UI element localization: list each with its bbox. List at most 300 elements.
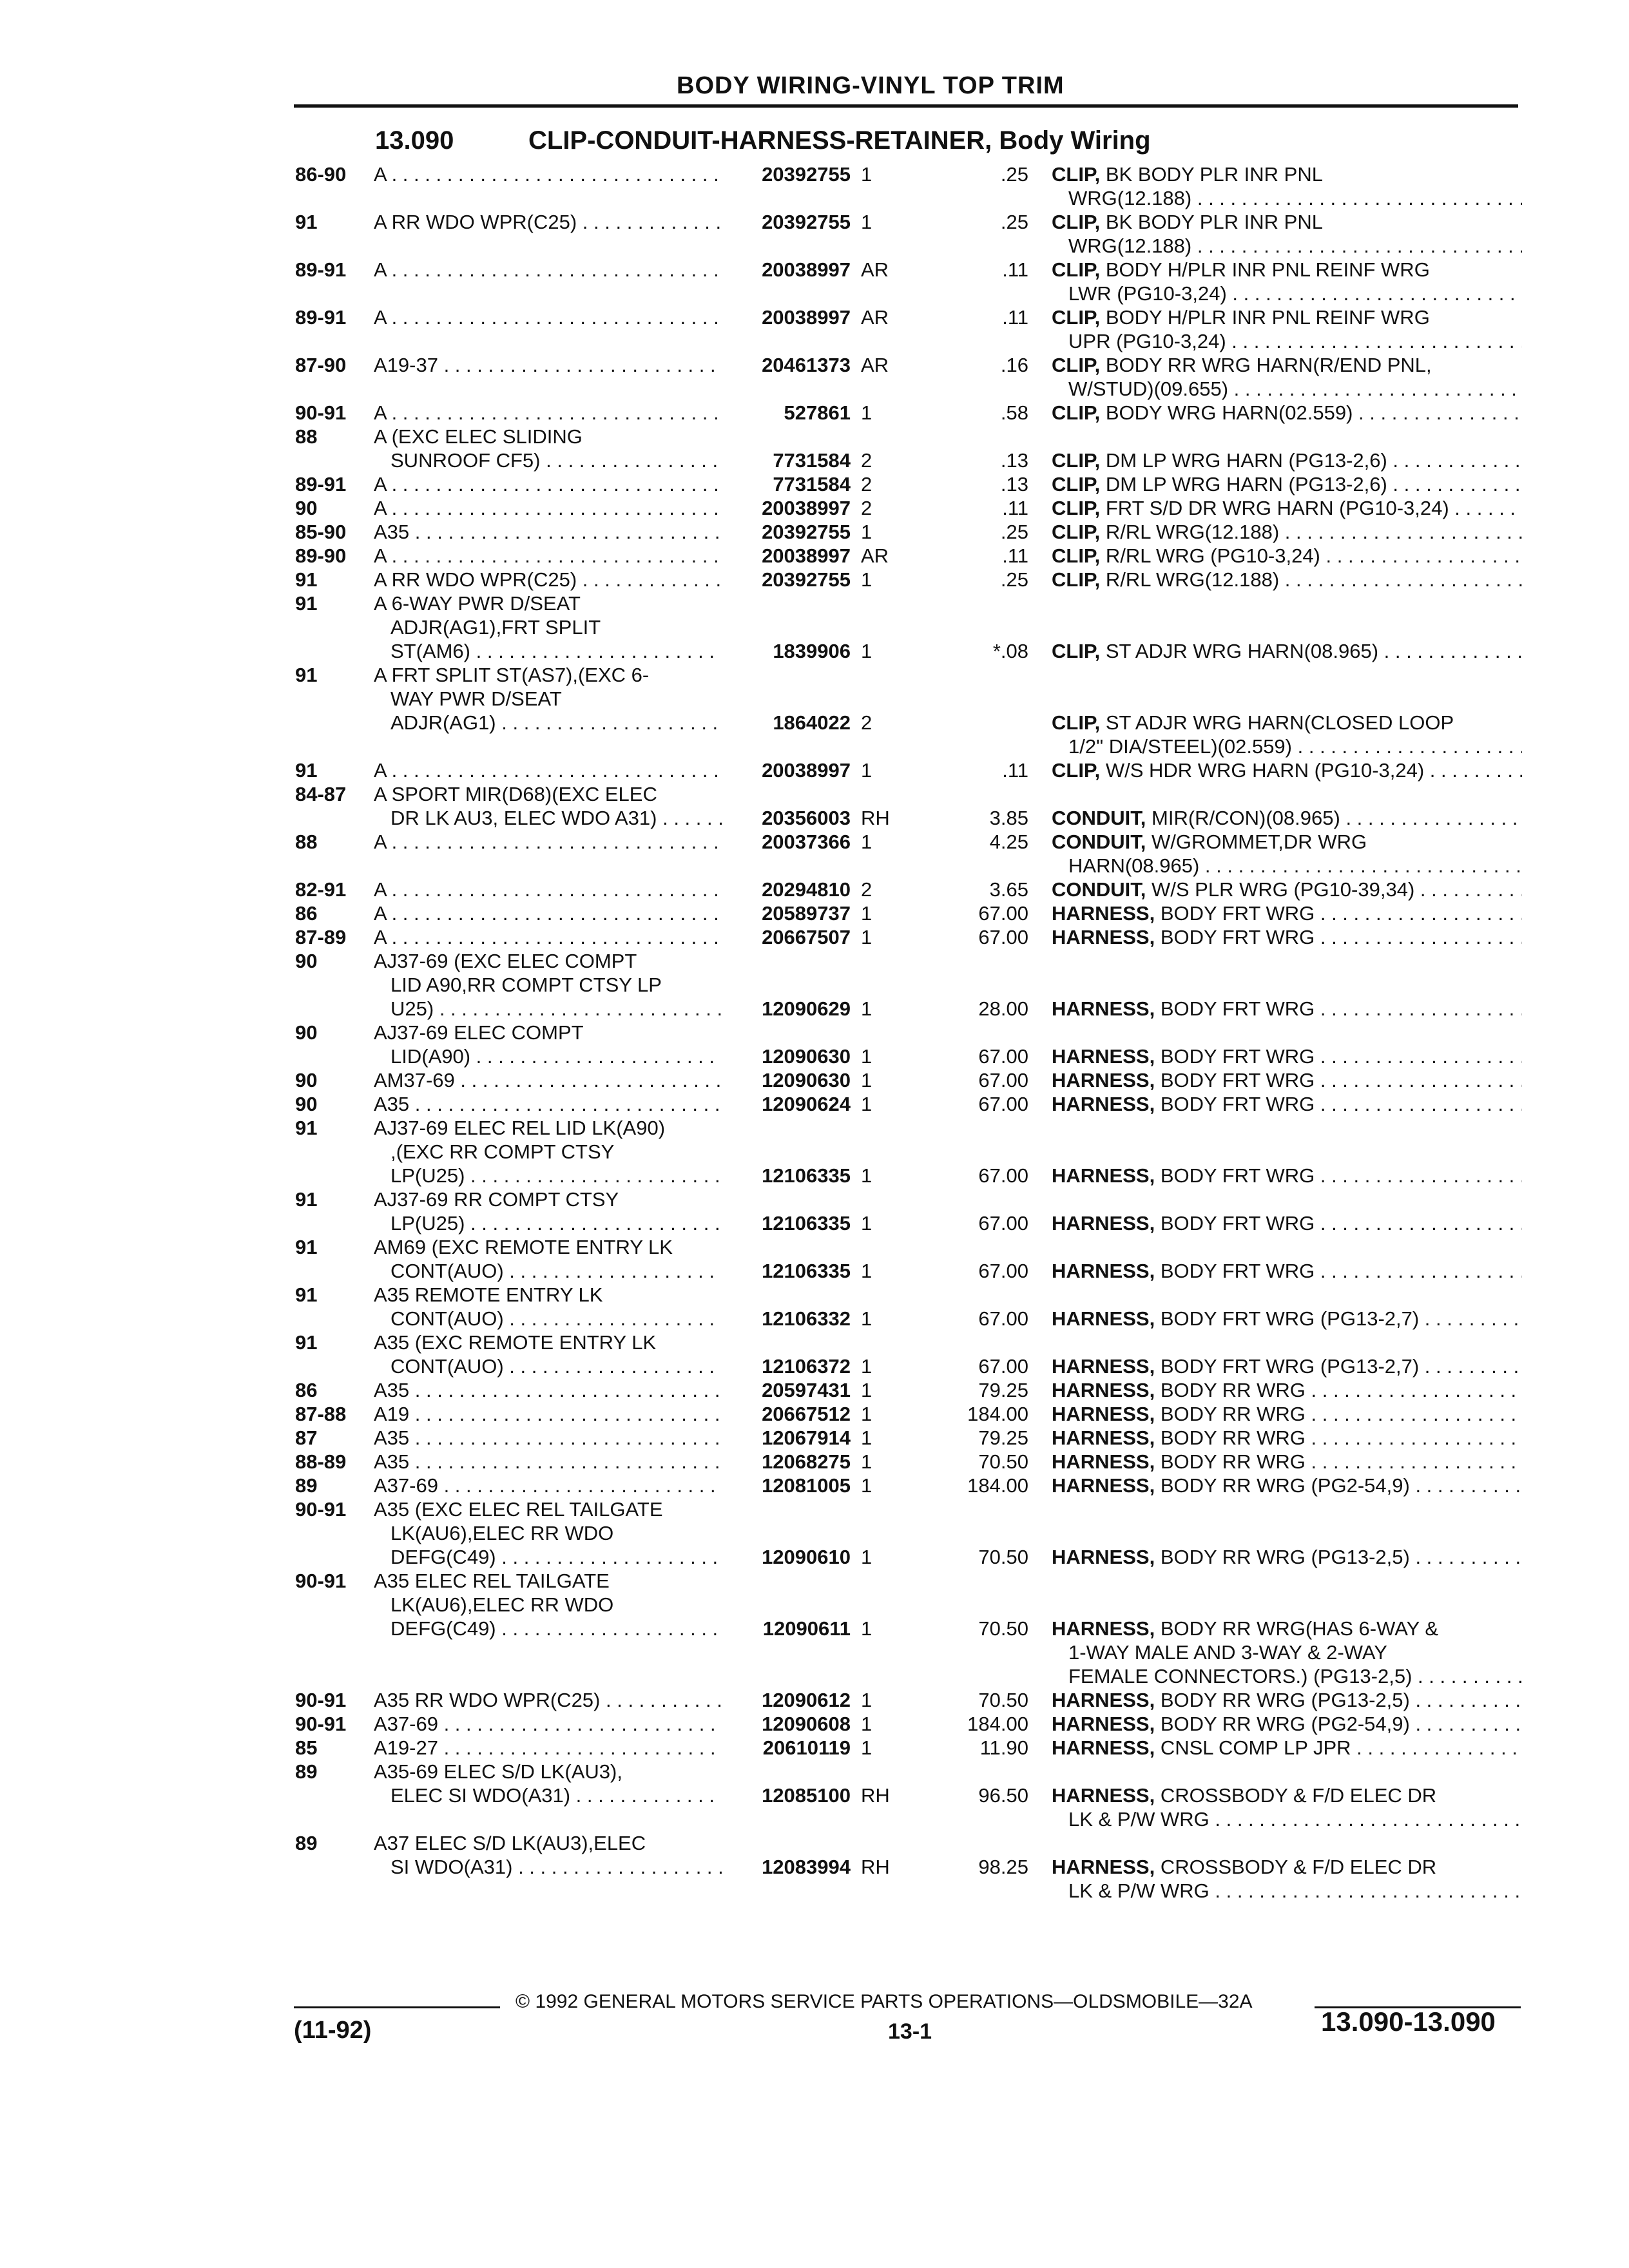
price: .25	[1000, 211, 1028, 233]
description-keyword: HARNESS,	[1052, 1713, 1155, 1735]
quantity: 1	[861, 1069, 872, 1091]
part-number: 12090608	[762, 1713, 851, 1735]
price: .11	[1002, 497, 1028, 519]
quantity: 2	[861, 449, 872, 472]
description-line: CLIP, ST ADJR WRG HARN(CLOSED LOOP	[1052, 711, 1454, 734]
quantity: 1	[861, 1093, 872, 1115]
quantity: 1	[861, 1379, 872, 1401]
quantity: 1	[861, 1450, 872, 1473]
model-year: 91	[295, 211, 318, 233]
price: 11.90	[979, 1736, 1028, 1759]
description-keyword: HARNESS,	[1052, 1069, 1155, 1091]
quantity: 1	[861, 1355, 872, 1378]
model-year: 89	[295, 1474, 318, 1497]
quantity: 1	[861, 902, 872, 925]
application-line: ADJR(AG1) . . .	[374, 711, 722, 735]
description-line: LK & P/W WRG . . .	[1052, 1879, 1522, 1903]
model-year: 87-90	[295, 354, 347, 376]
application	[374, 1688, 722, 1712]
model-year: 91	[295, 1236, 318, 1258]
description-keyword: CLIP,	[1052, 759, 1101, 782]
description-keyword: CLIP,	[1052, 163, 1101, 186]
description	[1052, 639, 1522, 663]
description	[1052, 1688, 1522, 1712]
description-line: HARNESS, BODY FRT WRG . . .	[1052, 925, 1522, 949]
application	[374, 1283, 722, 1331]
description-keyword: HARNESS,	[1052, 1427, 1155, 1449]
quantity: RH	[861, 1784, 890, 1807]
application-line: A19 . . .	[374, 1402, 722, 1426]
description-keyword: CONDUIT,	[1052, 831, 1146, 853]
price: 67.00	[978, 1260, 1028, 1282]
price: 70.50	[978, 1689, 1028, 1711]
description	[1052, 1044, 1522, 1068]
description-keyword: HARNESS,	[1052, 1474, 1155, 1497]
description-line: CONDUIT, W/GROMMET,DR WRG	[1052, 831, 1367, 853]
application	[374, 1450, 722, 1474]
application-line: SUNROOF CF5) . . .	[374, 448, 722, 472]
description	[1052, 901, 1522, 925]
description	[1052, 711, 1522, 758]
application-line: A35 REMOTE ENTRY LK	[374, 1283, 603, 1306]
quantity: 2	[861, 497, 872, 519]
description	[1052, 401, 1522, 425]
part-number: 20667512	[762, 1403, 851, 1425]
application	[374, 1092, 722, 1116]
quantity: 1	[861, 1307, 872, 1330]
description-line: CLIP, BODY H/PLR INR PNL REINF WRG	[1052, 258, 1430, 281]
application-line: DEFG(C49) . . .	[374, 1545, 722, 1569]
part-number: 12090629	[762, 997, 851, 1020]
description-line: HARNESS, BODY RR WRG . . .	[1052, 1402, 1522, 1426]
application	[374, 210, 722, 234]
part-number: 12090611	[762, 1617, 851, 1640]
price: 3.65	[989, 878, 1028, 901]
description-line: CLIP, FRT S/D DR WRG HARN (PG10-3,24) . . .	[1052, 496, 1522, 520]
application	[374, 1235, 722, 1283]
part-number: 20038997	[762, 759, 851, 782]
description-line: HARNESS, CROSSBODY & F/D ELEC DR	[1052, 1856, 1437, 1878]
part-number: 20597431	[762, 1379, 851, 1401]
description-line: LK & P/W WRG . . .	[1052, 1807, 1522, 1831]
description-line: HARNESS, BODY RR WRG(HAS 6-WAY &	[1052, 1617, 1439, 1640]
application-line: A . . .	[374, 401, 722, 425]
model-year: 85	[295, 1736, 318, 1759]
model-year: 86	[295, 1379, 318, 1401]
price: *.08	[992, 640, 1028, 662]
description-line: WRG(12.188) . . .	[1052, 186, 1522, 210]
model-year: 87	[295, 1427, 318, 1449]
description-line: HARNESS, BODY RR WRG (PG13-2,5) . . .	[1052, 1545, 1522, 1569]
description	[1052, 1211, 1522, 1235]
quantity: 2	[861, 711, 872, 734]
application-line: LID A90,RR COMPT CTSY LP	[390, 974, 662, 996]
price: 28.00	[978, 997, 1028, 1020]
application	[374, 1831, 722, 1879]
model-year: 91	[295, 1117, 318, 1139]
part-number: 12090630	[762, 1045, 851, 1068]
model-year: 86-90	[295, 163, 347, 186]
part-number: 20461373	[762, 354, 851, 376]
application-line: A35 ELEC REL TAILGATE	[374, 1570, 610, 1592]
price: 70.50	[978, 1450, 1028, 1473]
application-line: LK(AU6),ELEC RR WDO	[390, 1522, 614, 1544]
description-line: CLIP, BK BODY PLR INR PNL	[1052, 163, 1323, 186]
application-line: ELEC SI WDO(A31) . . .	[374, 1783, 722, 1807]
application	[374, 1569, 722, 1640]
application	[374, 568, 722, 591]
part-number: 12106332	[762, 1307, 851, 1330]
part-number: 12083994	[762, 1856, 851, 1878]
description	[1052, 568, 1522, 591]
model-year: 91	[295, 592, 318, 615]
description-keyword: CLIP,	[1052, 497, 1101, 519]
application-line: U25) . . .	[374, 997, 722, 1021]
description-keyword: HARNESS,	[1052, 1546, 1155, 1568]
description-keyword: CLIP,	[1052, 544, 1101, 567]
description-line: HARNESS, BODY RR WRG (PG13-2,5) . . .	[1052, 1688, 1522, 1712]
application-line: DEFG(C49) . . .	[374, 1617, 722, 1640]
description-line: HARNESS, BODY FRT WRG (PG13-2,7) . . .	[1052, 1307, 1522, 1331]
part-number: 12068275	[762, 1450, 851, 1473]
description	[1052, 1426, 1522, 1450]
description-keyword: CLIP,	[1052, 211, 1101, 233]
application-line: AJ37-69 ELEC COMPT	[374, 1021, 584, 1044]
application-line: A . . .	[374, 472, 722, 496]
part-number: 20392755	[762, 568, 851, 591]
model-year: 90-91	[295, 1689, 347, 1711]
quantity: AR	[861, 306, 889, 329]
application-line: A RR WDO WPR(C25) . . .	[374, 210, 722, 234]
model-year: 91	[295, 1331, 318, 1354]
quantity: 1	[861, 759, 872, 782]
model-year: 86	[295, 902, 318, 925]
description	[1052, 1783, 1522, 1831]
description-line: CLIP, BODY RR WRG HARN(R/END PNL,	[1052, 354, 1432, 376]
application	[374, 901, 722, 925]
price: 184.00	[967, 1474, 1028, 1497]
application-line: AM69 (EXC REMOTE ENTRY LK	[374, 1236, 673, 1258]
model-year: 91	[295, 568, 318, 591]
model-year: 91	[295, 664, 318, 686]
application-line: A35 . . .	[374, 520, 722, 544]
application-line: A . . .	[374, 830, 722, 854]
description-keyword: HARNESS,	[1052, 902, 1155, 925]
application-line: AM37-69 . . .	[374, 1068, 722, 1092]
price: .25	[1000, 163, 1028, 186]
price: 79.25	[978, 1427, 1028, 1449]
description	[1052, 210, 1522, 258]
application-line: A35 . . .	[374, 1426, 722, 1450]
description-keyword: HARNESS,	[1052, 1212, 1155, 1235]
application-line: A . . .	[374, 305, 722, 329]
quantity: 2	[861, 473, 872, 495]
application	[374, 353, 722, 377]
application-line: CONT(AUO) . . .	[374, 1307, 722, 1331]
application-line: LID(A90) . . .	[374, 1044, 722, 1068]
price: 67.00	[978, 1069, 1028, 1091]
application-line: A37-69 . . .	[374, 1474, 722, 1497]
price: .13	[1000, 449, 1028, 472]
part-number: 20038997	[762, 544, 851, 567]
price: .11	[1002, 759, 1028, 782]
model-year: 87-89	[295, 926, 347, 948]
description-line: CLIP, BODY WRG HARN(02.559) . . .	[1052, 401, 1522, 425]
model-year: 90	[295, 950, 318, 972]
description-line: LWR (PG10-3,24) . . .	[1052, 282, 1522, 305]
description-line: UPR (PG10-3,24) . . .	[1052, 329, 1522, 353]
quantity: 1	[861, 831, 872, 853]
quantity: 1	[861, 1403, 872, 1425]
application	[374, 1497, 722, 1569]
description	[1052, 1402, 1522, 1426]
application	[374, 1426, 722, 1450]
application	[374, 162, 722, 186]
application-line: A37 ELEC S/D LK(AU3),ELEC	[374, 1832, 646, 1854]
description	[1052, 878, 1522, 901]
part-number: 12090612	[762, 1689, 851, 1711]
description-line: 1-WAY MALE AND 3-WAY & 2-WAY	[1068, 1641, 1387, 1664]
application	[374, 258, 722, 282]
quantity: 1	[861, 568, 872, 591]
application-line: LK(AU6),ELEC RR WDO	[390, 1593, 614, 1616]
description-line: HARNESS, BODY FRT WRG . . .	[1052, 1044, 1522, 1068]
part-number: 12106335	[762, 1260, 851, 1282]
description-keyword: HARNESS,	[1052, 1379, 1155, 1401]
part-number: 12106335	[762, 1164, 851, 1187]
description-line: CLIP, DM LP WRG HARN (PG13-2,6) . . .	[1052, 448, 1522, 472]
description-line: HARNESS, BODY FRT WRG . . .	[1052, 1164, 1522, 1187]
application-line: DR LK AU3, ELEC WDO A31) . . .	[374, 806, 722, 830]
description-keyword: HARNESS,	[1052, 1307, 1155, 1330]
description	[1052, 1068, 1522, 1092]
description-line: CLIP, ST ADJR WRG HARN(08.965) . . .	[1052, 639, 1522, 663]
model-year: 90	[295, 1069, 318, 1091]
description	[1052, 258, 1522, 305]
description-line: CONDUIT, MIR(R/CON)(08.965) . . .	[1052, 806, 1522, 830]
description	[1052, 448, 1522, 472]
description-line: WRG(12.188) . . .	[1052, 234, 1522, 258]
description-keyword: CLIP,	[1052, 401, 1101, 424]
application-line: WAY PWR D/SEAT	[390, 687, 562, 710]
footer-copyright: © 1992 GENERAL MOTORS SERVICE PARTS OPERATIONS—OLDSMOBILE—32A	[516, 1991, 1253, 2012]
quantity: 1	[861, 1045, 872, 1068]
footer-date: (11-92)	[294, 2017, 372, 2044]
application-line: CONT(AUO) . . .	[374, 1259, 722, 1283]
description	[1052, 353, 1522, 401]
description	[1052, 472, 1522, 496]
footer-page-number: 13-1	[888, 2019, 932, 2044]
description	[1052, 1450, 1522, 1474]
application-line: AJ37-69 ELEC REL LID LK(A90)	[374, 1117, 666, 1139]
quantity: 1	[861, 1212, 872, 1235]
application	[374, 544, 722, 568]
application-line: ST(AM6) . . .	[374, 639, 722, 663]
application	[374, 949, 722, 1021]
application-line: A . . .	[374, 758, 722, 782]
part-number: 12067914	[762, 1427, 851, 1449]
application-line: A35 . . .	[374, 1450, 722, 1474]
model-year: 90-91	[295, 1570, 347, 1592]
quantity: 2	[861, 878, 872, 901]
price: .25	[1000, 521, 1028, 543]
description	[1052, 758, 1522, 782]
quantity: 1	[861, 401, 872, 424]
description-line: HARNESS, BODY FRT WRG . . .	[1052, 1068, 1522, 1092]
description-keyword: CLIP,	[1052, 568, 1101, 591]
application	[374, 1760, 722, 1807]
model-year: 89-90	[295, 544, 347, 567]
model-year: 89-91	[295, 258, 347, 281]
application-line: A35 (EXC ELEC REL TAILGATE	[374, 1498, 663, 1521]
part-number: 20038997	[762, 306, 851, 329]
quantity: 1	[861, 926, 872, 948]
application	[374, 1116, 722, 1187]
part-number: 20294810	[762, 878, 851, 901]
description	[1052, 1474, 1522, 1497]
description-line: FEMALE CONNECTORS.) (PG13-2,5) . . .	[1052, 1664, 1522, 1688]
model-year: 82-91	[295, 878, 347, 901]
part-number: 12106372	[762, 1355, 851, 1378]
description-keyword: CONDUIT,	[1052, 807, 1146, 829]
description	[1052, 806, 1522, 830]
price: .58	[1000, 401, 1028, 424]
part-number: 1864022	[773, 711, 851, 734]
quantity: AR	[861, 354, 889, 376]
description-keyword: HARNESS,	[1052, 926, 1155, 948]
description	[1052, 1855, 1522, 1903]
application	[374, 425, 722, 472]
application-line: A35 RR WDO WPR(C25) . . .	[374, 1688, 722, 1712]
quantity: 1	[861, 1617, 872, 1640]
application-line: A . . .	[374, 162, 722, 186]
price: 184.00	[967, 1713, 1028, 1735]
application-line: A . . .	[374, 925, 722, 949]
model-year: 91	[295, 1188, 318, 1211]
model-year: 89-91	[295, 473, 347, 495]
header-rule	[294, 104, 1518, 108]
application-line: A35 . . .	[374, 1378, 722, 1402]
description-keyword: HARNESS,	[1052, 1093, 1155, 1115]
application-line: AJ37-69 RR COMPT CTSY	[374, 1188, 619, 1211]
part-number: 20038997	[762, 258, 851, 281]
part-number: 12090630	[762, 1069, 851, 1091]
application-line: ,(EXC RR COMPT CTSY	[390, 1140, 615, 1163]
description-line: HARNESS, BODY FRT WRG (PG13-2,7) . . .	[1052, 1354, 1522, 1378]
application-line: A35 (EXC REMOTE ENTRY LK	[374, 1331, 657, 1354]
application	[374, 878, 722, 901]
application	[374, 1187, 722, 1235]
description-keyword: CLIP,	[1052, 354, 1101, 376]
model-year: 88-89	[295, 1450, 347, 1473]
description	[1052, 1712, 1522, 1736]
application	[374, 520, 722, 544]
description-line: CLIP, R/RL WRG(12.188) . . .	[1052, 520, 1522, 544]
section-number: 13.090	[375, 126, 454, 155]
description-line: HARNESS, BODY RR WRG . . .	[1052, 1378, 1522, 1402]
application-line: A19-27 . . .	[374, 1736, 722, 1760]
description	[1052, 1378, 1522, 1402]
model-year: 90-91	[295, 1498, 347, 1521]
description-keyword: HARNESS,	[1052, 1689, 1155, 1711]
description-keyword: HARNESS,	[1052, 1856, 1155, 1878]
application-line: LP(U25) . . .	[374, 1211, 722, 1235]
description	[1052, 1545, 1522, 1569]
part-number: 20610119	[762, 1736, 851, 1759]
price: 96.50	[978, 1784, 1028, 1807]
price: 67.00	[978, 1307, 1028, 1330]
description	[1052, 305, 1522, 353]
application	[374, 830, 722, 854]
application	[374, 1474, 722, 1497]
description-keyword: CLIP,	[1052, 521, 1101, 543]
quantity: 1	[861, 1713, 872, 1735]
application	[374, 782, 722, 830]
application	[374, 1378, 722, 1402]
price: 70.50	[978, 1546, 1028, 1568]
application-line: A FRT SPLIT ST(AS7),(EXC 6-	[374, 664, 650, 686]
model-year: 91	[295, 1283, 318, 1306]
description-line: HARNESS, BODY RR WRG . . .	[1052, 1426, 1522, 1450]
description	[1052, 997, 1522, 1021]
part-number: 1839906	[773, 640, 851, 662]
description-line: HARNESS, BODY FRT WRG . . .	[1052, 1259, 1522, 1283]
price: .25	[1000, 568, 1028, 591]
part-number: 20392755	[762, 211, 851, 233]
model-year: 90-91	[295, 1713, 347, 1735]
price: .11	[1002, 544, 1028, 567]
description-line: CLIP, BK BODY PLR INR PNL	[1052, 211, 1323, 233]
quantity: 1	[861, 163, 872, 186]
footer-section-range: 13.090-13.090	[1321, 2006, 1496, 2037]
application-line: A35-69 ELEC S/D LK(AU3),	[374, 1760, 622, 1783]
description-line: CLIP, R/RL WRG(12.188) . . .	[1052, 568, 1522, 591]
page-header-title: BODY WIRING-VINYL TOP TRIM	[677, 72, 1065, 99]
application	[374, 401, 722, 425]
model-year: 89	[295, 1760, 318, 1783]
description-keyword: HARNESS,	[1052, 1045, 1155, 1068]
application-line: AJ37-69 (EXC ELEC COMPT	[374, 950, 637, 972]
description-keyword: CLIP,	[1052, 258, 1101, 281]
description-line: HARNESS, BODY FRT WRG . . .	[1052, 997, 1522, 1021]
application-line: SI WDO(A31) . . .	[374, 1855, 722, 1879]
quantity: 1	[861, 1689, 872, 1711]
description-line: HARNESS, BODY RR WRG (PG2-54,9) . . .	[1052, 1712, 1522, 1736]
part-number: 12090624	[762, 1093, 851, 1115]
quantity: 1	[861, 1736, 872, 1759]
quantity: 1	[861, 1427, 872, 1449]
description-keyword: CLIP,	[1052, 640, 1101, 662]
description-keyword: HARNESS,	[1052, 1617, 1155, 1640]
quantity: 1	[861, 1260, 872, 1282]
description-keyword: HARNESS,	[1052, 1355, 1155, 1378]
application	[374, 305, 722, 329]
application	[374, 925, 722, 949]
description	[1052, 1736, 1522, 1760]
quantity: 1	[861, 1546, 872, 1568]
description-keyword: HARNESS,	[1052, 997, 1155, 1020]
price: 98.25	[978, 1856, 1028, 1878]
section-title: CLIP-CONDUIT-HARNESS-RETAINER, Body Wiring	[528, 126, 1151, 155]
description-line: W/STUD)(09.655) . . .	[1052, 377, 1522, 401]
description-line: HARNESS, BODY FRT WRG . . .	[1052, 1211, 1522, 1235]
description-line: HARNESS, BODY FRT WRG . . .	[1052, 1092, 1522, 1116]
price: .11	[1002, 258, 1028, 281]
application	[374, 1712, 722, 1736]
application	[374, 1402, 722, 1426]
description-line: HARNESS, CNSL COMP LP JPR . . .	[1052, 1736, 1522, 1760]
application	[374, 1068, 722, 1092]
